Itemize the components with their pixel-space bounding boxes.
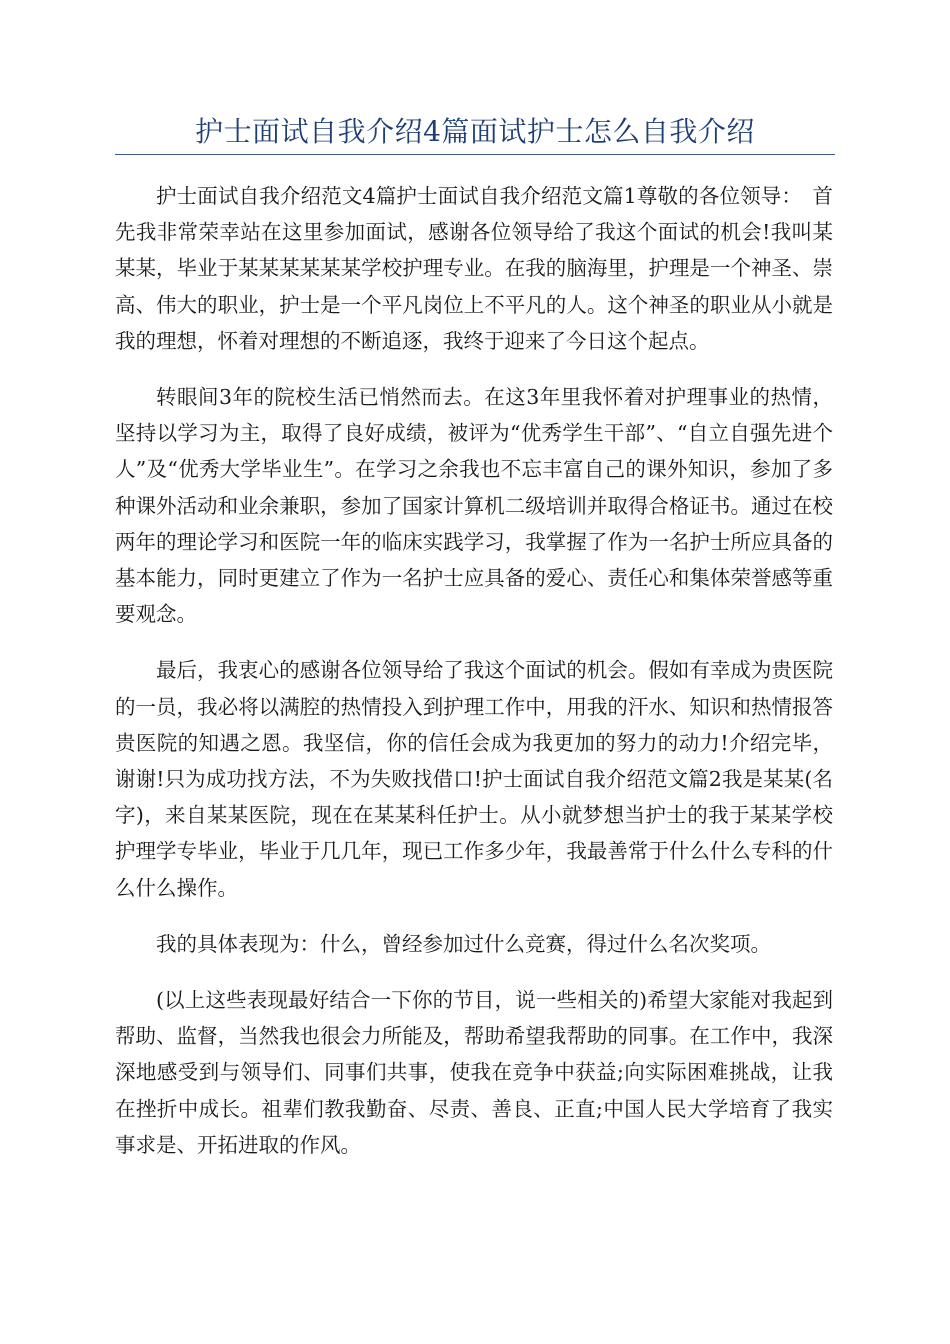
title-underline xyxy=(115,154,835,155)
paragraph-3: 最后，我衷心的感谢各位领导给了我这个面试的机会。假如有幸成为贵医院的一员，我必将以满腔的热情投入到护理工作中，用我的汗水、知识和热情报答贵医院的知遇之恩。我坚信，你的信任会成为我更加的努力的动力!介绍完毕，谢谢!只为成功找方法，不为失败找借口!护士面试自我介绍范文篇2我是某某(名字)，来自某某医院，现在在某某科任护士。从小就梦想当护士的我于某某学校护理学专毕业，毕业于几几年，现已工作多少年，我最善常于什么什么专科的什么什么操作。 xyxy=(115,658,833,900)
document-body xyxy=(115,178,833,1183)
paragraph-1: 护士面试自我介绍范文4篇护士面试自我介绍范文篇1尊敬的各位领导： 首先我非常荣幸站在这里参加面试，感谢各位领导给了我这个面试的机会!我叫某某某，毕业于某某某某某某学校护理专业。在我的脑海里，护理是一个神圣、崇高、伟大的职业，护士是一个平凡岗位上不平凡的人。这个神圣的职业从小就是我的理想，怀着对理想的不断追逐，我终于迎来了今日这个起点。 xyxy=(115,184,833,353)
paragraph-5: (以上这些表现最好结合一下你的节目，说一些相关的)希望大家能对我起到帮助、监督，当然我也很会力所能及，帮助希望我帮助的同事。在工作中，我深深地感受到与领导们、同事们共事，使我在竞争中获益;向实际困难挑战，让我在挫折中成长。祖辈们教我勤奋、尽责、善良、正直;中国人民大学培育了我实事求是、开拓进取的作风。 xyxy=(115,988,833,1157)
document-title: 护士面试自我介绍4篇面试护士怎么自我介绍 xyxy=(195,115,755,148)
paragraph-2: 转眼间3年的院校生活已悄然而去。在这3年里我怀着对护理事业的热情，坚持以学习为主，取得了良好成绩，被评为“优秀学生干部”、“自立自强先进个人”及“优秀大学毕业生”。在学习之余我也不忘丰富自己的课外知识，参加了多种课外活动和业余兼职，参加了国家计算机二级培训并取得合格证书。通过在校两年的理论学习和医院一年的临床实践学习，我掌握了作为一名护士所应具备的基本能力，同时更建立了作为一名护士应具备的爱心、责任心和集体荣誉感等重要观念。 xyxy=(115,385,833,627)
paragraph-4: 我的具体表现为：什么，曾经参加过什么竞赛，得过什么名次奖项。 xyxy=(156,931,771,956)
